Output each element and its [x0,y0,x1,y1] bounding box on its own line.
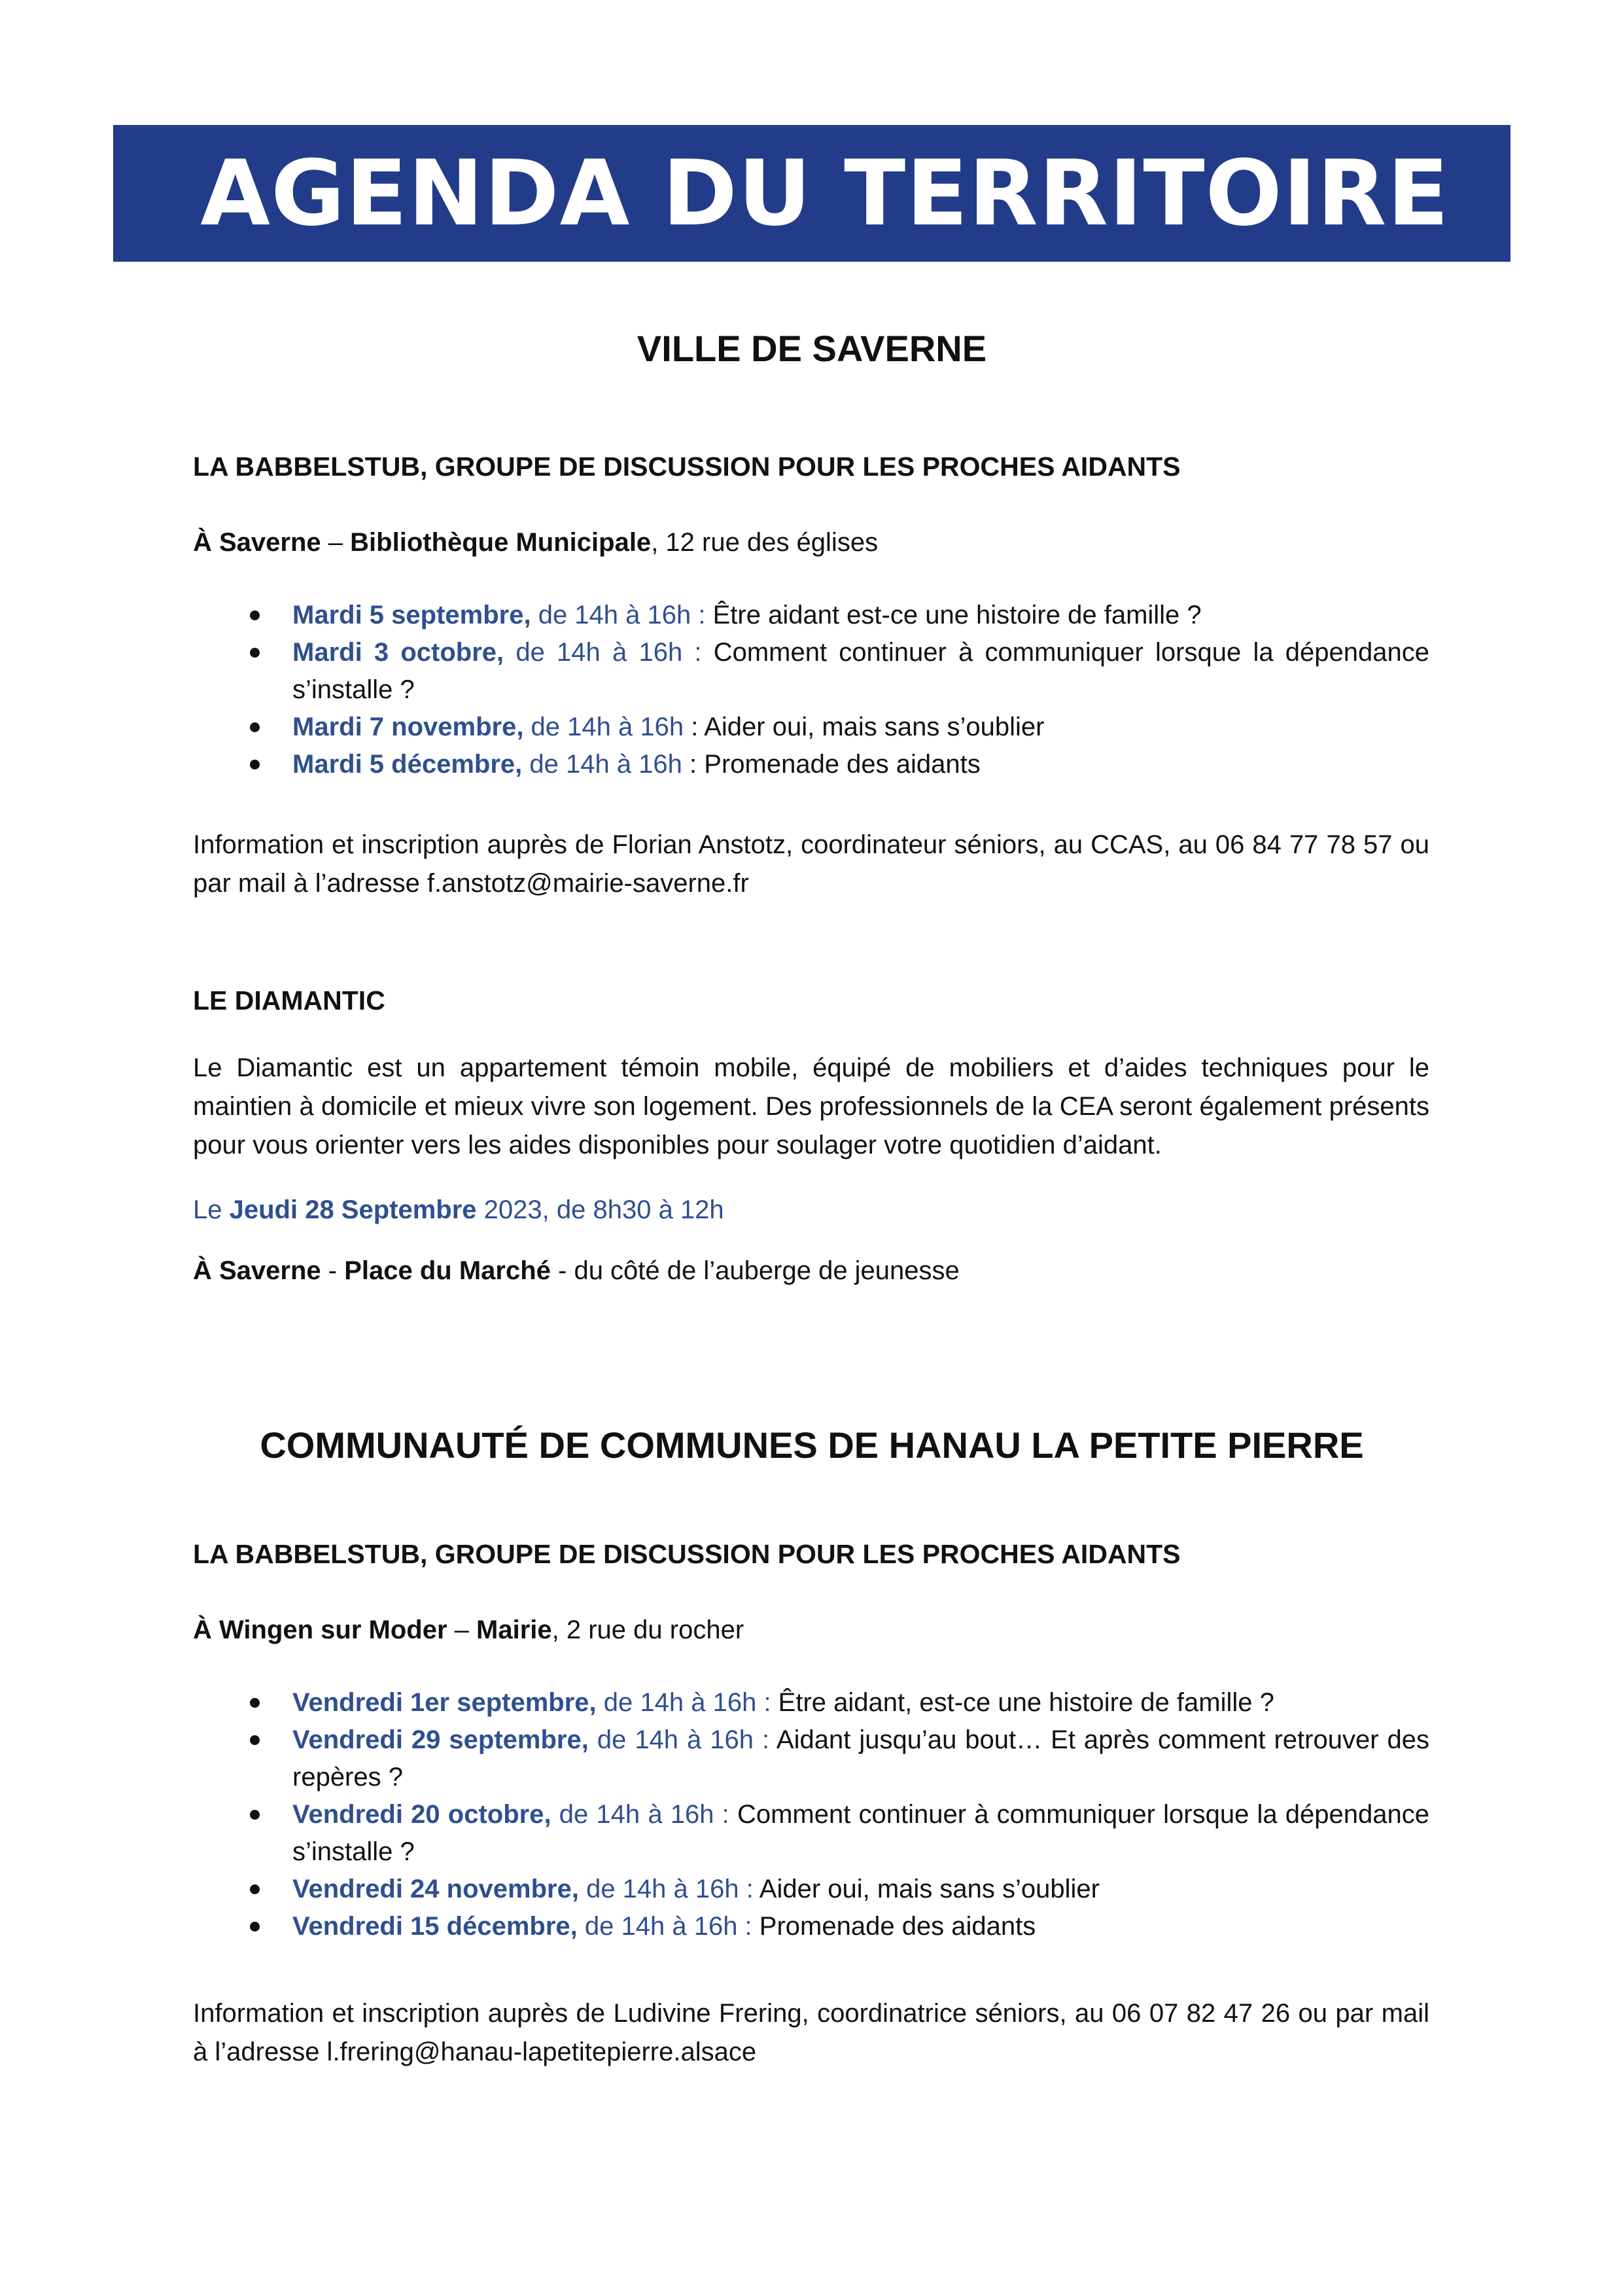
event-date: Vendredi 20 octobre, [292,1800,551,1829]
diamantic-location [193,1252,1429,1290]
babbelstub-title-hanau: LA BABBELSTUB, GROUPE DE DISCUSSION POUR LES PROCHES AIDANTS [193,1539,1181,1569]
location-place: Place du Marché [344,1256,551,1285]
section-heading-saverne: VILLE DE SAVERNE [637,328,987,369]
location-address: , 12 rue des églises [651,528,879,557]
location-place: Mairie [476,1616,552,1644]
event-date: Mardi 5 décembre, [292,750,523,779]
event-time: de 14h à 16h : [596,1688,778,1717]
event-item [193,1908,1429,1945]
bullet-icon [250,1698,260,1708]
date-prefix: Le [193,1195,230,1224]
event-date: Vendredi 29 septembre, [292,1725,589,1754]
event-topic: Promenade des aidants [759,1912,1036,1941]
event-time: de 14h à 16h : [551,1800,737,1829]
event-date: Vendredi 15 décembre, [292,1912,578,1941]
event-time: de 14h à 16h [523,713,684,741]
location-town: À Wingen sur Moder [193,1616,447,1644]
event-topic: Être aidant est-ce une histoire de famille ? [712,601,1202,629]
event-item [193,597,1429,634]
bullet-icon [250,760,260,769]
event-topic: Comment continuer à communiquer lorsque la dépendance s’installe ? [292,1800,1429,1866]
bullet-icon [250,1922,260,1932]
event-item [193,1796,1429,1871]
bullet-icon [250,722,260,732]
bullet-icon [250,1735,260,1745]
bullet-icon [250,1810,260,1820]
babbelstub-info-saverne: Information et inscription auprès de Florian Anstotz, coordinateur séniors, au CCAS, au 06 84 77 78 57 ou par mail à l’adresse f.anstotz@mairie-saverne.fr [193,830,1429,898]
page-banner [113,125,1510,262]
event-time: de 14h à 16h [522,750,682,779]
event-topic: Comment continuer à communiquer lorsque la dépendance s’installe ? [292,638,1429,704]
diamantic-date [193,1191,1429,1229]
event-date: Mardi 3 octobre, [292,638,504,667]
section-heading-hanau: COMMUNAUTÉ DE COMMUNES DE HANAU LA PETITE PIERRE [260,1424,1364,1466]
bullet-icon [250,1884,260,1894]
date-bold: Jeudi 28 Septembre [229,1195,477,1224]
event-list-hanau [193,1684,1429,1945]
event-item [193,634,1429,709]
location-separator: – [321,528,351,557]
event-time: de 14h à 16h : [578,1875,759,1903]
location-detail: - du côté de l’auberge de jeunesse [550,1256,960,1285]
bullet-icon [250,610,260,620]
event-date: Mardi 5 septembre, [292,601,531,629]
event-topic: : Promenade des aidants [682,750,981,779]
location-separator: - [321,1256,345,1285]
event-date: Vendredi 24 novembre, [292,1875,579,1903]
event-time: de 14h à 16h : [577,1912,759,1941]
event-item [193,746,1429,783]
event-item [193,1684,1429,1722]
event-list-saverne [193,597,1429,783]
event-topic: Aidant jusqu’au bout… Et après comment retrouver des repères ? [292,1725,1429,1792]
event-time: de 14h à 16h : [504,638,714,667]
babbelstub-info-hanau: Information et inscription auprès de Ludivine Frering, coordinatrice séniors, au 06 07 82 47 26 ou par mail à l’adresse l.frering@hanau-lapetitepierre.alsace [193,1999,1429,2066]
event-time: de 14h à 16h : [531,601,713,629]
date-suffix: 2023, de 8h30 à 12h [476,1195,724,1224]
event-topic: Être aidant, est-ce une histoire de famille ? [778,1688,1274,1717]
event-date: Vendredi 1er septembre, [292,1688,597,1717]
babbelstub-location-saverne [193,523,1429,562]
banner-title: AGENDA DU TERRITOIRE [200,141,1450,246]
diamantic-title: LE DIAMANTIC [193,985,385,1016]
event-item [193,1722,1429,1796]
babbelstub-title-saverne: LA BABBELSTUB, GROUPE DE DISCUSSION POUR LES PROCHES AIDANTS [193,451,1181,482]
diamantic-description: Le Diamantic est un appartement témoin mobile, équipé de mobiliers et d’aides techniques pour le maintien à domicile et mieux vivre son logement. Des professionnels de la CEA seront également présents pour vous orienter vers les aides disponibles pour soulager votre quotidien d’aidant. [193,1053,1429,1159]
bullet-icon [250,648,260,658]
location-address: , 2 rue du rocher [551,1616,744,1644]
event-item [193,709,1429,746]
event-topic: : Aider oui, mais sans s’oublier [684,713,1045,741]
location-place: Bibliothèque Municipale [350,528,652,557]
event-item [193,1871,1429,1908]
event-date: Mardi 7 novembre, [292,713,524,741]
babbelstub-location-hanau [193,1611,1429,1650]
location-town: À Saverne [193,528,321,557]
location-separator: – [447,1616,477,1644]
event-topic: Aider oui, mais sans s’oublier [759,1875,1100,1903]
event-time: de 14h à 16h : [588,1725,777,1754]
location-town: À Saverne [193,1256,321,1285]
